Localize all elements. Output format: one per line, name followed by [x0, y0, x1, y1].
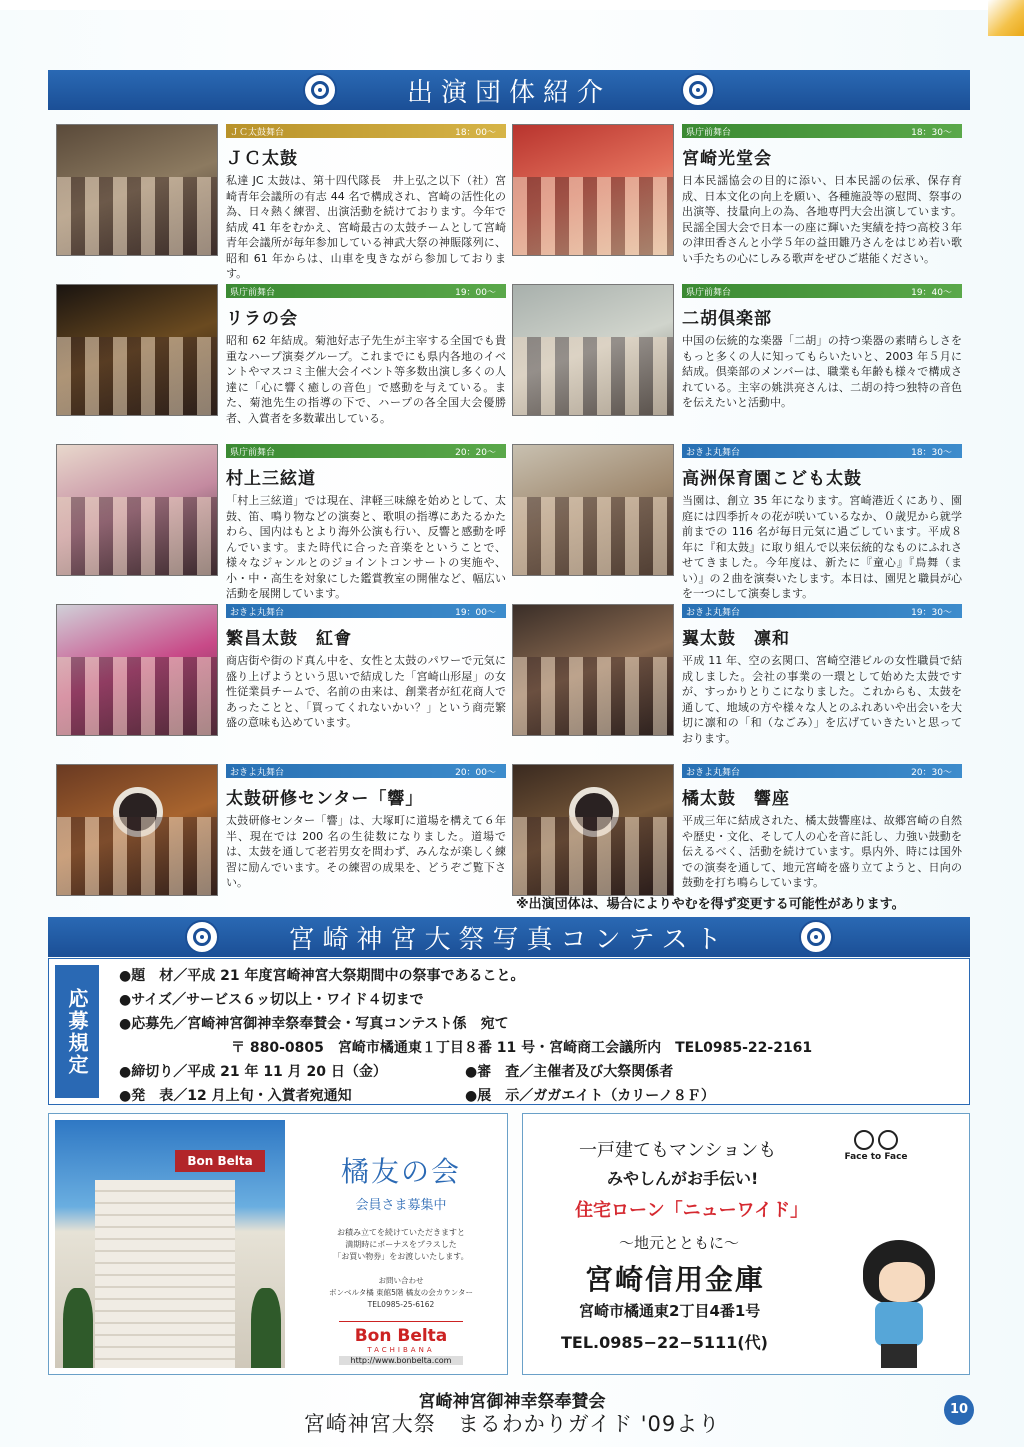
rule-subject: ●題 材／平成 21 年度宮崎神宮大祭期間中の祭事であること。 [119, 968, 525, 984]
footer-source: 宮崎神宮大祭 まるわかりガイド '09より [303, 1412, 721, 1436]
stage-bar [226, 124, 506, 138]
bonbelta-logo: Bon Belta TACHIBANA http://www.bonbelta.com [339, 1321, 463, 1365]
stage-label: おきよ丸舞台 [230, 767, 285, 778]
stage-label: 県庁前舞台 [686, 287, 732, 298]
stage-bar [226, 764, 506, 778]
rule-size: ●サイズ／サービス６ッ切以上・ワイド４切まで [119, 992, 424, 1008]
rule-announcement: ●発 表／12 月上旬・入賞者宛通知 [119, 1088, 352, 1104]
stage-time: 18：00～ [455, 127, 496, 138]
group-desc: 「村上三絃道」では現在、津軽三味線を始めとして、太鼓、笛、鳴り物などの演奏と、歌唄の指導にあたるかたわら、国内はもとより海外公演も行い、反響と感動を呼んでいます。また時代に合った音楽をということで、様々なジャンルとのジョイントコンサートの実施や、小・中・高生を対象にした鑑賞教室の開催など、幅広い活動を展開しています。 [226, 494, 506, 600]
group-name: 村上三絃道 [226, 469, 316, 489]
group-photo [512, 444, 674, 576]
ad-line: 一戸建てもマンションも [579, 1140, 777, 1161]
group-photo [512, 284, 674, 416]
group-card [56, 284, 508, 434]
smile-icon [854, 1130, 874, 1150]
top-stripe [0, 0, 1024, 10]
change-note: ※出演団体は、場合によりやむを得ず変更する可能性があります。 [516, 897, 905, 912]
ad-slogan: ～地元とともに～ [619, 1234, 740, 1252]
stage-label: ＪＣ太鼓舞台 [230, 127, 285, 138]
contest-rules [48, 958, 970, 1105]
group-card [56, 604, 508, 754]
page-corner [988, 0, 1024, 36]
bonbelta-ad [48, 1113, 508, 1375]
ad-line: みやしんがお手伝い! [607, 1169, 759, 1188]
crest-icon [799, 920, 833, 954]
stage-bar [226, 444, 506, 458]
group-photo [512, 124, 674, 256]
group-card [512, 764, 964, 890]
rule-address: 〒 880-0805 宮崎市橘通東１丁目８番 11 号・宮崎商工会議所内 TEL0985-22-2161 [231, 1040, 813, 1056]
group-desc: 昭和 62 年結成。菊池好志子先生が主宰する全国でも貴重なハープ演奏グループ。これまでにも県内各地のイベントやマスコミ主催大会イベント等多数出演し多くの人達に「心に響く癒しの音色」で感動を与えている。また、菊池先生の指導の下で、ハープの各全国大会優勝者、入賞者を多数輩出している。 [226, 334, 506, 425]
stage-bar [682, 124, 962, 138]
group-desc: 商店街や街のド真ん中を、女性と太鼓のパワーで元気に盛り上げようという思いで結成した「宮崎山形屋」の女性従業員チームで、名前の由来は、創業者が紅花商人であったことと、「買ってくれないかい？」という商売繁盛の意味も込めています。 [226, 654, 506, 729]
stage-bar [226, 604, 506, 618]
inquiry-place: ボンベルタ橘 東館5階 橘友の会カウンター [329, 1288, 473, 1297]
stage-label: 県庁前舞台 [230, 447, 276, 458]
crest-icon [303, 73, 337, 107]
group-desc: 私達 JC 太鼓は、第十四代隊長 井上弘之以下（社）宮崎青年会議所の有志 44 名で構成され、宮崎の活性化の為、日々熱く練習、出演活動を続けております。今年で結成 41 年をむかえ、宮崎最古の太鼓チームとして宮崎青年会議所が毎年参加している神武大祭の神賑隊列に、昭和 61 年からは、山車を曳きながら参加しております。 [226, 174, 506, 280]
bonbelta-url[interactable]: http://www.bonbelta.com [339, 1356, 463, 1365]
inquiry-tel: TEL0985-25-6162 [367, 1300, 435, 1309]
group-photo [512, 604, 674, 736]
stage-bar [682, 444, 962, 458]
group-card [56, 124, 508, 282]
store-sign: Bon Belta [175, 1150, 265, 1172]
rule-judging: ●審 査／主催者及び大祭関係者 [465, 1064, 674, 1080]
group-name: 二胡倶楽部 [682, 309, 772, 329]
group-name: 翼太鼓 凛和 [682, 629, 790, 649]
stage-time: 20：30～ [911, 767, 952, 778]
group-name: 宮崎光堂会 [682, 149, 772, 169]
stage-time: 19：30～ [911, 607, 952, 618]
crest-icon [185, 920, 219, 954]
contest-title: 宮崎神宮大祭写真コンテスト [288, 924, 730, 955]
group-photo [56, 764, 218, 896]
stage-label: 県庁前舞台 [230, 287, 276, 298]
stage-label: おきよ丸舞台 [686, 607, 741, 618]
stage-time: 19：00～ [455, 287, 496, 298]
contest-banner [48, 917, 970, 957]
stage-bar [682, 764, 962, 778]
group-name: 高洲保育園こども太鼓 [682, 469, 862, 489]
group-desc: 太鼓研修センター「響」は、大塚町に道場を構えて６年半、現在では 200 名の生徒数になりました。道場では、太鼓を通して老若男女を問わず、みんなが楽しく練習に励んでいます。その練習の成果を、どうぞご覧下さい。 [226, 814, 506, 889]
group-photo [56, 604, 218, 736]
section-banner [48, 70, 970, 110]
group-photo [56, 444, 218, 576]
stage-bar [682, 284, 962, 298]
club-body: 満期時にボーナスをプラスした [345, 1240, 457, 1249]
club-body: お積み立てを続けていただきますと [337, 1228, 465, 1237]
group-photo [56, 284, 218, 416]
group-name: ＪＣ太鼓 [226, 149, 298, 169]
club-subtitle: 会員さま募集中 [355, 1198, 447, 1213]
group-desc: 中国の伝統的な楽器「二胡」の持つ楽器の素晴らしさをもっと多くの人に知ってもらいたいと、2003 年５月に結成。倶楽部のメンバーは、職業も年齢も様々で構成されている。主宰の姚洪亮さんは、二胡の持つ独特の音色を伝えたいと活動中。 [682, 334, 962, 409]
crest-icon [681, 73, 715, 107]
smile-icon [878, 1130, 898, 1150]
bank-name: 宮崎信用金庫 [585, 1263, 766, 1296]
stage-time: 18：30～ [911, 447, 952, 458]
group-photo [56, 124, 218, 256]
rules-tag: 応募規定 [55, 965, 99, 1098]
mascot-boy [853, 1240, 945, 1370]
stage-time: 19：40～ [911, 287, 952, 298]
footer-org: 宮崎神宮御神幸祭奉賛会 [418, 1392, 606, 1412]
group-card [512, 604, 964, 754]
stage-time: 18：30～ [911, 127, 952, 138]
group-desc: 平成 11 年、空の玄関口、宮崎空港ビルの女性職員で結成しました。会社の事業の一環として始めた太鼓ですが、すっかりとりこになりました。これからも、太鼓を通して、地域の方や様々な人とのふれあいや出会いを大切に凛和の「和（なごみ）」を広げていきたいと思っております。 [682, 654, 962, 745]
bank-address: 宮崎市橘通東2丁目4番1号 [579, 1302, 761, 1320]
group-card [56, 764, 508, 890]
stage-time: 20：00～ [455, 767, 496, 778]
group-name: 太鼓研修センター「響」 [226, 789, 424, 809]
club-body: 「お買い物券」をお渡しいたします。 [333, 1252, 469, 1261]
bank-tel: TEL.0985−22−5111(代) [561, 1333, 768, 1352]
stage-label: 県庁前舞台 [686, 127, 732, 138]
page-number: 10 [944, 1395, 974, 1425]
loan-name: 住宅ローン「ニューワイド」 [575, 1200, 809, 1221]
rule-exhibition: ●展 示／ガガエイト（カリーノ８Ｆ） [465, 1088, 715, 1104]
rule-destination: ●応募先／宮崎神宮御神幸祭奉賛会・写真コンテスト係 宛て [119, 1016, 509, 1032]
group-name: リラの会 [226, 309, 298, 329]
group-desc: 平成三年に結成された、橘太鼓響座は、故郷宮崎の自然や歴史・文化、そして人の心を音に託し、力強い鼓動を伝えるべく、活動を続けています。県内外、時には国外での演奏を通して、地元宮崎を盛り立てようと、日向の鼓動を打ち鳴らしています。 [682, 814, 962, 889]
building-photo [55, 1120, 285, 1368]
stage-label: おきよ丸舞台 [686, 447, 741, 458]
group-card [512, 444, 964, 602]
group-card [512, 284, 964, 434]
stage-time: 19：00～ [455, 607, 496, 618]
stage-label: おきよ丸舞台 [230, 607, 285, 618]
face-to-face-logo: Face to Face [841, 1130, 911, 1162]
group-name: 橘太鼓 響座 [682, 789, 790, 809]
rule-deadline: ●締切り／平成 21 年 11 月 20 日（金） [119, 1064, 387, 1080]
group-card [56, 444, 508, 602]
section-title: 出演団体紹介 [406, 77, 611, 108]
group-card [512, 124, 964, 282]
stage-bar [226, 284, 506, 298]
group-photo [512, 764, 674, 896]
stage-time: 20：20～ [455, 447, 496, 458]
club-title: 橘友の会 [340, 1155, 461, 1188]
stage-bar [682, 604, 962, 618]
shinkin-ad [522, 1113, 970, 1375]
inquiry-label: お問い合わせ [378, 1276, 424, 1285]
group-desc: 日本民謡協会の目的に添い、日本民謡の伝承、保存育成、日本文化の向上を願い、各種施設等の慰問、祭事の出演等、技量向上の為、各地専門大会出演しています。民謡全国大会で日本一の座に輝いた実績を持つ高校３年の津田香さんと小学５年の益田雛乃さんをはじめ若い歌い手たちの心にしみる歌声をぜひご堪能ください。 [682, 174, 962, 265]
group-desc: 当園は、創立 35 年になります。宮崎港近くにあり、園庭には四季折々の花が咲いているなか、０歳児から就学前までの 116 名が毎日元気に過ごしています。平成８年に『和太鼓』に取り組んで以来伝統的なものにふれさせてきました。今年度は、新たに『童心』『鳥舞（まい）』の２曲を演奏いたします。本日は、園児と職員が心を一つにして演奏します。 [682, 494, 962, 600]
group-name: 繁昌太鼓 紅會 [226, 629, 352, 649]
stage-label: おきよ丸舞台 [686, 767, 741, 778]
